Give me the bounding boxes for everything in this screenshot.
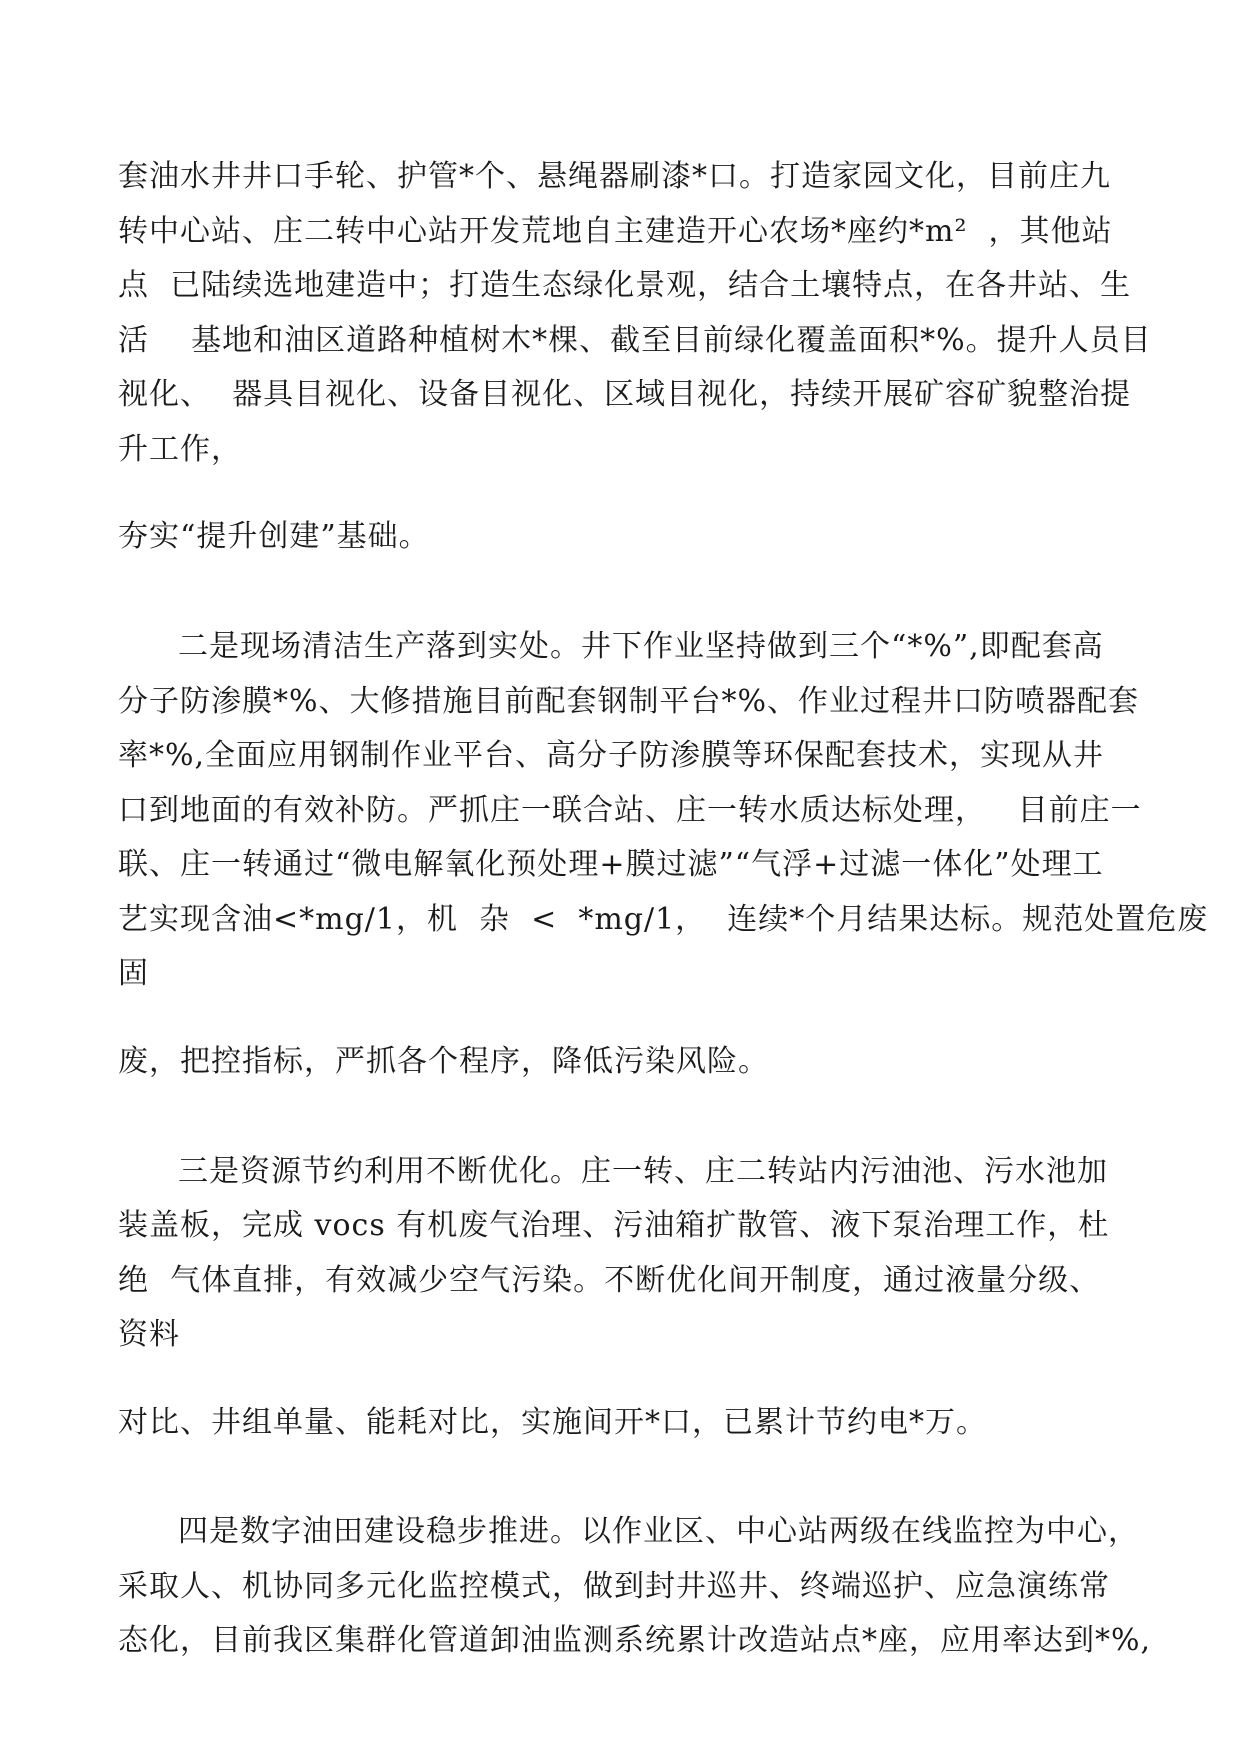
paragraph-2-line-8: 废，把控指标，严抓各个程序，降低污染风险。 bbox=[118, 1044, 769, 1079]
paragraph-2-line-4: 口到地面的有效补防。严抓庄一联合站、庄一转水质达标处理， 目前庄一 bbox=[118, 793, 1142, 828]
paragraph-2-line-6: 艺实现含油<*mg/1，机 杂 < *mg/1， 连续*个月结果达标。规范处置危废 bbox=[118, 902, 1209, 937]
paragraph-4-line-2: 采取人、机协同多元化监控模式，做到封井巡井、终端巡护、应急演练常 bbox=[118, 1569, 1110, 1604]
paragraph-2-line-7: 固 bbox=[118, 956, 149, 991]
paragraph-1-line-5: 视化、 器具目视化、设备目视化、区域目视化，持续开展矿容矿貌整治提 bbox=[118, 377, 1132, 412]
paragraph-2-line-3: 率*%,全面应用钢制作业平台、高分子防渗膜等环保配套技术，实现从井 bbox=[118, 738, 1105, 773]
paragraph-3-line-1: 三是资源节约利用不断优化。庄一转、庄二转站内污油池、污水池加 bbox=[178, 1154, 1108, 1189]
paragraph-1-line-6: 升工作， bbox=[118, 432, 242, 467]
paragraph-1-line-1: 套油水井井口手轮、护管*个、悬绳器刷漆*口。打造家园文化，目前庄九 bbox=[118, 159, 1111, 194]
paragraph-2-line-1: 二是现场清洁生产落到实处。井下作业坚持做到三个“*%”,即配套高 bbox=[178, 629, 1104, 664]
paragraph-3-line-4: 资料 bbox=[118, 1317, 180, 1352]
paragraph-1-line-7: 夯实“提升创建”基础。 bbox=[118, 519, 430, 554]
paragraph-4-line-3: 态化，目前我区集群化管道卸油监测系统累计改造站点*座，应用率达到*%, bbox=[118, 1623, 1152, 1658]
paragraph-3-line-3: 绝 气体直排，有效减少空气污染。不断优化间开制度，通过液量分级、 bbox=[118, 1263, 1101, 1298]
paragraph-3-line-5: 对比、井组单量、能耗对比，实施间开*口，已累计节约电*万。 bbox=[118, 1405, 987, 1440]
paragraph-3-line-2: 装盖板，完成 vocs 有机废气治理、污油箱扩散管、液下泵治理工作，杜 bbox=[118, 1208, 1110, 1243]
paragraph-1-line-4: 活 基地和油区道路种植树木*棵、截至目前绿化覆盖面积*%。提升人员目 bbox=[118, 323, 1152, 358]
paragraph-1-line-2: 转中心站、庄二转中心站开发荒地自主建造开心农场*座约*m² ，其他站 bbox=[118, 214, 1113, 249]
paragraph-2-line-2: 分子防渗膜*%、大修措施目前配套钢制平台*%、作业过程井口防喷器配套 bbox=[118, 684, 1140, 719]
paragraph-4-line-1: 四是数字油田建设稳步推进。以作业区、中心站两级在线监控为中心， bbox=[178, 1514, 1139, 1549]
paragraph-1-line-3: 点 已陆续选地建造中；打造生态绿化景观，结合土壤特点，在各井站、生 bbox=[118, 268, 1132, 303]
paragraph-2-line-5: 联、庄一转通过“微电解氧化预处理+膜过滤”“气浮+过滤一体化”处理工 bbox=[118, 847, 1104, 882]
